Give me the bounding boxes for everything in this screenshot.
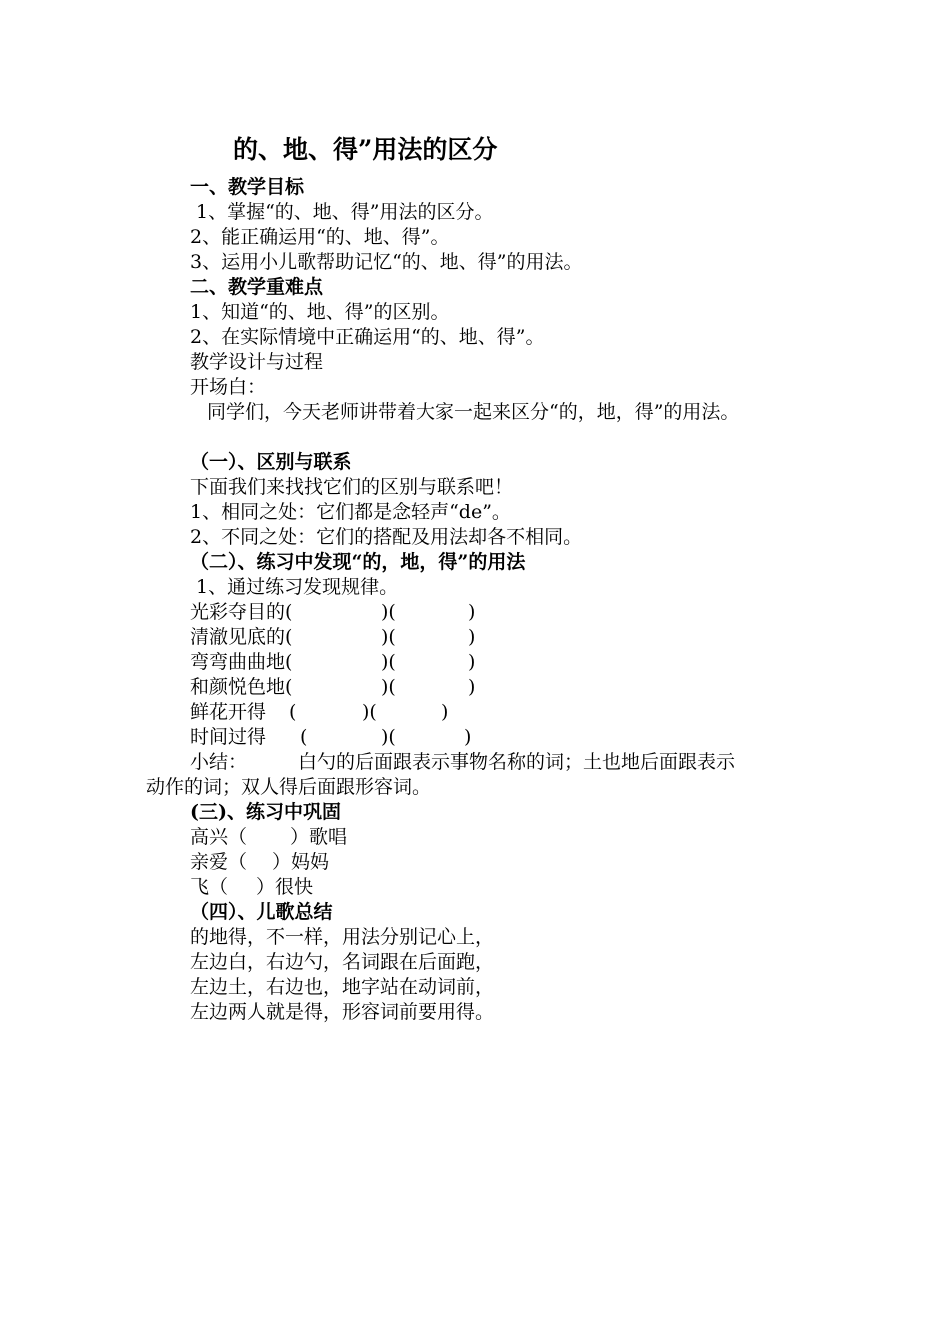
exercise-blank-end: ) [468, 651, 476, 673]
exercise-blank-sep: )( [381, 676, 396, 698]
opening-text: 同学们，今天老师讲带着大家一起来区分“的，地，得”的用法。 [207, 401, 740, 423]
part4-heading: （四）、儿歌总结 [190, 901, 333, 923]
rhyme-line: 左边两人就是得，形容词前要用得。 [190, 1001, 495, 1023]
exercise-word: 时间过得 [190, 726, 267, 748]
summary-label: 小结： [190, 751, 248, 773]
section-heading-key-points: 二、教学重难点 [190, 276, 324, 298]
part1-line: 下面我们来找找它们的区别与联系吧！ [190, 476, 514, 498]
part1-line: 2、不同之处：它们的搭配及用法却各不相同。 [190, 526, 583, 548]
exercise-blank-sep: )( [381, 726, 396, 748]
summary-text: 白勺的后面跟表示事物名称的词；土也地后面跟表示 [298, 751, 736, 773]
key-point-item: 2、在实际情境中正确运用“的、地、得”。 [190, 326, 545, 348]
practice-right: ）歌唱 [290, 826, 348, 848]
opening-label: 开场白： [190, 376, 267, 398]
exercise-word: 弯弯曲曲地( [190, 651, 293, 673]
exercise-word: 光彩夺目的( [190, 601, 293, 623]
exercise-word: 鲜花开得 [190, 701, 267, 723]
exercise-blank-end: ) [441, 701, 449, 723]
exercise-blank-sep: )( [362, 701, 377, 723]
exercise-word: 和颜悦色地( [190, 676, 293, 698]
section-heading-goals: 一、教学目标 [190, 176, 305, 198]
summary-continuation: 动作的词；双人得后面跟形容词。 [146, 776, 432, 798]
practice-left: 飞（ [190, 876, 229, 898]
goal-item: 3、运用小儿歌帮助记忆“的、地、得”的用法。 [190, 251, 583, 273]
rhyme-line: 左边土，右边也，地字站在动词前， [190, 976, 495, 998]
rhyme-line: 左边白，右边勺，名词跟在后面跑， [190, 951, 495, 973]
practice-left: 亲爱（ [190, 851, 248, 873]
part1-line: 1、相同之处：它们都是念轻声“de”。 [190, 501, 511, 523]
design-title: 教学设计与过程 [190, 351, 324, 373]
exercise-blank-open: ( [289, 701, 297, 723]
part1-heading: （一）、区别与联系 [190, 451, 352, 473]
exercise-word: 清澈见底的( [190, 626, 293, 648]
part2-intro: 1、通过练习发现规律。 [196, 576, 399, 598]
exercise-blank-end: ) [468, 626, 476, 648]
practice-left: 高兴（ [190, 826, 248, 848]
practice-right: ）妈妈 [272, 851, 330, 873]
key-point-item: 1、知道“的、地、得”的区别。 [190, 301, 450, 323]
goal-item: 1、掌握“的、地、得”用法的区分。 [196, 201, 494, 223]
document-title: 的、地、得”用法的区分 [233, 135, 498, 164]
goal-item: 2、能正确运用“的、地、得”。 [190, 226, 450, 248]
practice-right: ）很快 [256, 876, 314, 898]
part2-heading: （二）、练习中发现“的，地，得”的用法 [190, 551, 526, 573]
exercise-blank-open: ( [300, 726, 308, 748]
exercise-blank-sep: )( [381, 651, 396, 673]
part3-heading: (三)、练习中巩固 [190, 801, 341, 823]
exercise-blank-sep: )( [381, 601, 396, 623]
exercise-blank-end: ) [464, 726, 472, 748]
exercise-blank-end: ) [468, 601, 476, 623]
rhyme-line: 的地得，不一样，用法分别记心上， [190, 926, 495, 948]
exercise-blank-end: ) [468, 676, 476, 698]
exercise-blank-sep: )( [381, 626, 396, 648]
